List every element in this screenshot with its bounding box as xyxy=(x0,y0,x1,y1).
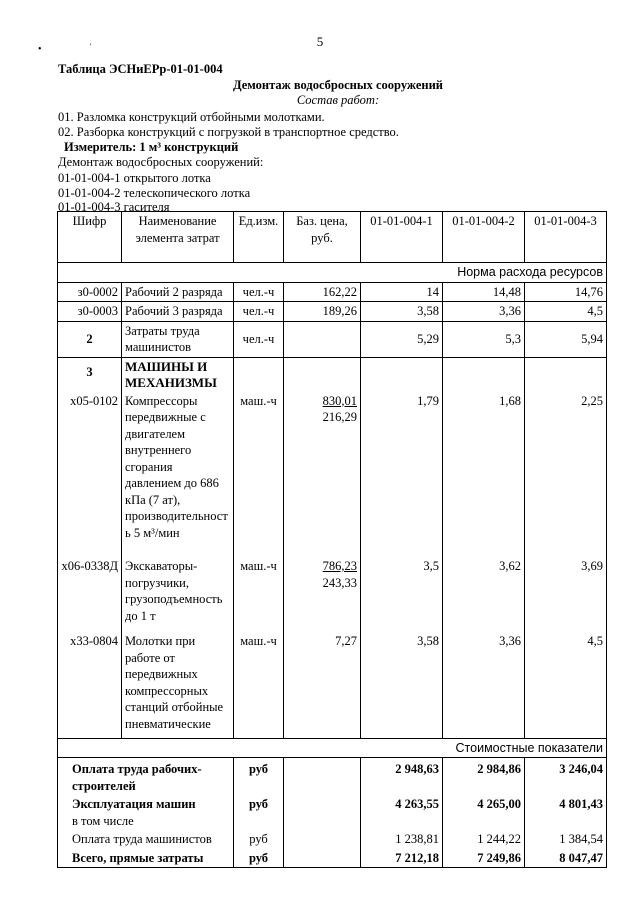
variant-item: 01-01-004-2 телескопического лотка xyxy=(58,186,251,200)
col-code: Шифр xyxy=(58,212,122,263)
cost-value-2: 7 249,86 xyxy=(443,849,525,868)
row-value-3: 4,5 xyxy=(525,632,607,739)
row-name: Компрессоры передвижные с двигателем внутреннего сгорания давлением до 686 кПа (7 ат), производительност ь 5 м³/мин xyxy=(122,392,234,558)
row-name: Рабочий 3 разряда xyxy=(122,302,234,322)
cost-row xyxy=(58,795,607,830)
row-price: 189,26 xyxy=(284,302,361,322)
variant-item: 01-01-004-3 гасителя xyxy=(58,200,170,214)
row-code: з0-0003 xyxy=(58,302,122,322)
cost-value-2: 4 265,00 xyxy=(443,795,525,830)
cost-value-3: 3 246,04 xyxy=(525,758,607,796)
work-item: 02. Разборка конструкций с погрузкой в транспортное средство. xyxy=(58,125,399,139)
price-value: 830,01 xyxy=(322,393,357,408)
row-value-2: 3,36 xyxy=(443,302,525,322)
row-value-1: 3,58 xyxy=(361,632,443,739)
row-code: х05-0102 xyxy=(58,392,122,558)
page-number: 5 xyxy=(316,34,324,49)
cost-unit: руб xyxy=(234,795,284,830)
row-price xyxy=(284,392,361,558)
row-value-3: 2,25 xyxy=(525,392,607,558)
row-code: з0-0002 xyxy=(58,282,122,302)
row-name: Экскаваторы-погрузчики, грузоподъемность до 1 т xyxy=(122,557,234,632)
cost-unit: руб xyxy=(234,758,284,796)
table-row xyxy=(58,632,607,739)
row-value-1: 14 xyxy=(361,282,443,302)
cost-value-1: 4 263,55 xyxy=(361,795,443,830)
row-code: 2 xyxy=(58,321,122,357)
price-value: 786,23 xyxy=(322,559,357,573)
cost-value-3: 1 384,54 xyxy=(525,830,607,849)
row-value-1: 5,29 xyxy=(361,321,443,357)
cost-unit: руб xyxy=(234,849,284,868)
row-value-3: 14,76 xyxy=(525,282,607,302)
col-unit: Ед.изм. xyxy=(234,212,284,263)
cost-value-1: 1 238,81 xyxy=(361,830,443,849)
scan-dot: ' xyxy=(90,42,92,51)
composition-heading: Состав работ: xyxy=(296,93,380,107)
row-name: Затраты труда машинистов xyxy=(122,321,234,357)
work-item: 01. Разломка конструкций отбойными молотками. xyxy=(58,110,325,124)
row-value-3: 3,69 xyxy=(525,557,607,632)
cost-value-2: 1 244,22 xyxy=(443,830,525,849)
cost-name: Оплата труда рабочих-строителей xyxy=(58,758,234,796)
cost-row xyxy=(58,758,607,796)
table-row xyxy=(58,392,607,558)
cost-name: Оплата труда машинистов xyxy=(58,830,234,849)
cost-label-row xyxy=(58,739,607,758)
cost-name-note: в том числе xyxy=(72,813,134,828)
meter-label: Измеритель: 1 м³ конструкций xyxy=(64,140,239,154)
table-title: Таблица ЭСНиЕРр-01-01-004 xyxy=(58,62,223,76)
section-name: МАШИНЫ И МЕХАНИЗМЫ xyxy=(122,357,234,392)
row-price: 7,27 xyxy=(284,632,361,739)
norm-label-row xyxy=(58,263,607,283)
col-price: Баз. цена, руб. xyxy=(284,212,361,263)
cost-name xyxy=(58,795,234,830)
row-value-2: 14,48 xyxy=(443,282,525,302)
row-value-2: 3,36 xyxy=(443,632,525,739)
cost-value-3: 4 801,43 xyxy=(525,795,607,830)
row-value-3: 5,94 xyxy=(525,321,607,357)
variant-item: 01-01-004-1 открытого лотка xyxy=(58,171,211,185)
variants-heading: Демонтаж водосбросных сооружений: xyxy=(58,155,264,169)
cost-row xyxy=(58,849,607,868)
resource-table xyxy=(57,211,607,868)
table-row xyxy=(58,302,607,322)
price-machinist-value: 243,33 xyxy=(322,575,357,590)
table-row xyxy=(58,557,607,632)
col-variant-2: 01-01-004-2 xyxy=(443,212,525,263)
row-value-1: 3,5 xyxy=(361,557,443,632)
section-subtitle: Демонтаж водосбросных сооружений xyxy=(233,78,443,92)
cost-name: Всего, прямые затраты xyxy=(58,849,234,868)
row-value-3: 4,5 xyxy=(525,302,607,322)
price-machinist-value: 216,29 xyxy=(322,410,357,424)
scan-dot: • xyxy=(38,44,42,55)
machines-section-row xyxy=(58,357,607,392)
row-unit: чел.-ч xyxy=(234,302,284,322)
row-value-2: 1,68 xyxy=(443,392,525,558)
table-header xyxy=(58,212,607,263)
row-price xyxy=(284,321,361,357)
row-unit: чел.-ч xyxy=(234,282,284,302)
cost-name-main: Эксплуатация машин xyxy=(72,797,196,811)
col-variant-1: 01-01-004-1 xyxy=(361,212,443,263)
cost-value-2: 2 984,86 xyxy=(443,758,525,796)
row-name: Молотки при работе от передвижных компрессорных станций отбойные пневматические xyxy=(122,632,234,739)
cost-unit: руб xyxy=(234,830,284,849)
row-name: Рабочий 2 разряда xyxy=(122,282,234,302)
col-name: Наименование элемента затрат xyxy=(122,212,234,263)
cost-value-3: 8 047,47 xyxy=(525,849,607,868)
table-row xyxy=(58,321,607,357)
row-price xyxy=(284,557,361,632)
row-code: х06-0338Д xyxy=(58,557,122,632)
row-price: 162,22 xyxy=(284,282,361,302)
section-code: 3 xyxy=(58,357,122,392)
row-value-2: 5,3 xyxy=(443,321,525,357)
col-variant-3: 01-01-004-3 xyxy=(525,212,607,263)
row-unit: маш.-ч xyxy=(234,392,284,558)
cost-label: Стоимостные показатели xyxy=(58,739,607,758)
row-value-2: 3,62 xyxy=(443,557,525,632)
norm-label: Норма расхода ресурсов xyxy=(58,263,607,283)
row-value-1: 3,58 xyxy=(361,302,443,322)
row-unit: чел.-ч xyxy=(234,321,284,357)
table-row xyxy=(58,282,607,302)
cost-value-1: 2 948,63 xyxy=(361,758,443,796)
row-unit: маш.-ч xyxy=(234,557,284,632)
row-code: х33-0804 xyxy=(58,632,122,739)
row-unit: маш.-ч xyxy=(234,632,284,739)
row-value-1: 1,79 xyxy=(361,392,443,558)
cost-value-1: 7 212,18 xyxy=(361,849,443,868)
cost-row xyxy=(58,830,607,849)
